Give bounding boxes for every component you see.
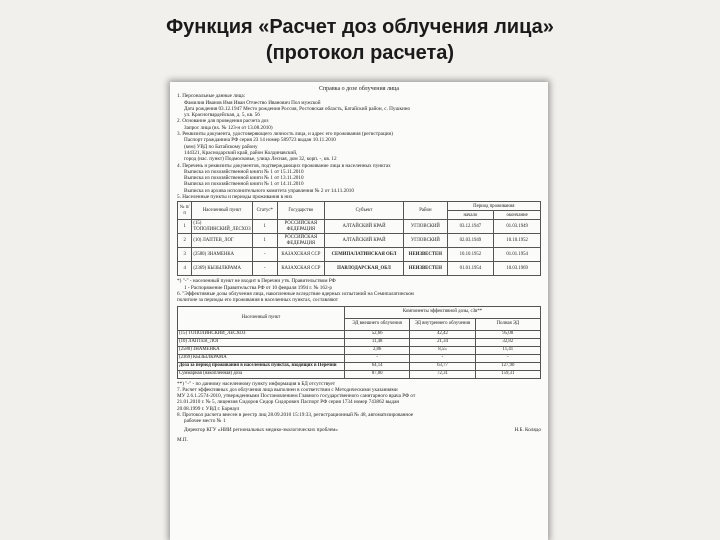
doc-line: 1. Персональные данные лица: (177, 93, 246, 100)
table-header: Район (404, 202, 447, 220)
table-row (178, 220, 541, 234)
table-cell: Суммарная (накопленная) доза (178, 370, 345, 378)
table-cell: (15) ТОПОЛИНСКИЙ_ЛЕСХОЗ (178, 330, 345, 338)
table-cell: РОССИЙСКАЯ ФЕДЕРАЦИЯ (277, 234, 324, 248)
table-cell: 95,08 (475, 330, 540, 338)
table-row (178, 370, 541, 378)
signature-role: Директор КГУ «НИИ региональных медико-экологических проблем» (184, 426, 338, 433)
table-cell: 10.10.1952 (447, 248, 494, 262)
doc-line: 7. Расчет эффективных доз облучения лица выполнен в соответствии с Методическими указаниями (177, 386, 398, 393)
table-subheader: ЭД внешнего облучения (344, 318, 409, 330)
table-header: Статус* (252, 202, 277, 220)
table-cell: (15) ТОПОЛИНСКИЙ_ЛЕСХОЗ (193, 221, 251, 232)
table-cell: 64,14 (344, 362, 409, 370)
doc-line: *) "-" - населенный пункт не входит в Перечни утв. Правительством РФ (177, 278, 336, 285)
table-cell: 159,31 (475, 370, 540, 378)
table-cell: (2369) КЫЗЫЛКРАМА (192, 262, 252, 276)
slide-title-line2: (протокол расчета) (265, 42, 455, 64)
dose-table (177, 306, 541, 379)
doc-line: 2. Основание для проведения расчета доз (177, 118, 269, 125)
table-cell: 01.01.1954 (447, 262, 494, 276)
table-cell: 127,90 (475, 362, 540, 370)
doc-line: ул. Красногвардейская, д. 5, кв. 56 (184, 112, 260, 119)
doc-line: МУ 2.6.1.2574-2010, утвержденными Постановлением Главного государственного санитарного врача РФ от (177, 393, 416, 400)
table-cell: 3 (178, 248, 192, 262)
table-cell: - (344, 354, 409, 362)
table-cell: (10) ЛАПТЕВ_ЛОГ (178, 338, 345, 346)
table-cell: 10.10.1952 (494, 234, 541, 248)
doc-line: Выписка из похозяйственной книги № 1 от 14.11.2010 (184, 181, 304, 188)
table-cell: КАЗАХСКАЯ ССР (277, 248, 324, 262)
table-cell: - (252, 262, 277, 276)
table-header: Населенный пункт (178, 306, 345, 330)
doc-line: 5. Населенные пункты и периоды проживания в них (177, 194, 293, 201)
doc-line: 144321, Краснодарский край, район Колдинавский, (184, 149, 298, 156)
document-heading: Справка о дозе облучения лица (318, 86, 400, 92)
signature-name: Н.Б. Колядо (514, 426, 541, 433)
table-cell: 03.12.1947 (447, 220, 494, 234)
table-cell: НЕИЗВЕСТЕН (404, 248, 447, 262)
doc-line: рабочее место № 1 (184, 418, 226, 425)
table-cell: НЕИЗВЕСТЕН (404, 262, 447, 276)
table-subheader: Полная ЭД (475, 318, 540, 330)
table-cell: 01.03.1949 (494, 220, 541, 234)
table-header: Государство (277, 202, 324, 220)
table-cell: 1 (178, 220, 192, 234)
table-cell: 4 (178, 262, 192, 276)
table-cell: АЛТАЙСКИЙ КРАЙ (324, 234, 403, 248)
table-row (178, 362, 541, 370)
table-cell: - (410, 354, 475, 362)
residence-table (177, 201, 541, 276)
table-row (178, 330, 541, 338)
table-cell: 72,31 (410, 370, 475, 378)
table-cell: - (475, 354, 540, 362)
table-header: № п/п (178, 202, 192, 220)
table-row (178, 234, 541, 248)
slide-title (0, 14, 720, 66)
doc-line: Выписка из архива исполнительного комитета управления № 2 от 14.11.2010 (184, 187, 354, 194)
doc-line: 21.01.2010 г. № 5, лицензия Сидоров Сидор Сидорович Паспорт РФ серия 1734 номер 743862 выдан (177, 399, 400, 406)
table-cell: 2,86 (344, 346, 409, 354)
table-row (178, 354, 541, 362)
table-cell: 8,55 (410, 346, 475, 354)
table-cell: РОССИЙСКАЯ ФЕДЕРАЦИЯ (277, 220, 324, 234)
table-row (178, 262, 541, 276)
table-cell: 63,77 (410, 362, 475, 370)
table-cell: 87,00 (344, 370, 409, 378)
table-cell: 52,66 (344, 330, 409, 338)
doc-line: Выписка из похозяйственной книги № 1 от 15.11.2010 (184, 168, 304, 175)
doc-line: город (нас. пункт) Подмосковье, улица Лесная, дом 32, корп. -, кв. 12 (184, 156, 337, 163)
table-cell: 11,41 (475, 346, 540, 354)
table-row (178, 338, 541, 346)
doc-line: полигоне за периоды его проживания в населенных пунктах, составляют (177, 297, 339, 304)
doc-line: 4. Перечень и реквизиты документов, подтверждающих проживание лица в населенных пунктах (177, 162, 391, 169)
doc-line: Дата рождения 03.12.1947 Место рождения Россия, Ростовская область, Батайский район, с. Пушкино (184, 105, 411, 112)
table-subheader: окончание (494, 211, 541, 220)
table-cell: 2 (178, 234, 192, 248)
table-cell: (2580) ЗНАМЕНКА (178, 346, 345, 354)
table-header: Компоненты эффективной дозы, сЗв** (344, 306, 540, 318)
table-cell: 11,48 (344, 338, 409, 346)
table-subheader: ЭД внутреннего облучения (410, 318, 475, 330)
table-cell: 02.03.1949 (447, 234, 494, 248)
table-cell: 01.01.1954 (494, 248, 541, 262)
protocol-document (170, 82, 548, 540)
table-subheader: начало (447, 211, 494, 220)
doc-line: 6. "Эффективные дозы облучения лица, накопленные вследствие ядерных испытаний на Семипалатинском (177, 290, 414, 297)
doc-line: 1 - Распоряжение Правительства РФ от 10 февраля 1994 г. № 162-р (184, 284, 332, 291)
table-cell: Доза за период проживания в населенных пунктах, входящих в Перечни (178, 362, 345, 370)
table-cell: ПАВЛОДАРСКАЯ_ОБЛ (324, 262, 403, 276)
table-cell: 21,34 (410, 338, 475, 346)
doc-line: (кем) УВД по Батайскому району (184, 143, 258, 150)
doc-line: 3. Реквизиты документа, удостоверяющего личность лица, и адрес его проживания (регистрации) (177, 131, 394, 138)
table-cell: СЕМИПАЛАТИНСКАЯ ОБЛ (324, 248, 403, 262)
doc-line: Выписка из похозяйственной книги № 1 от 13.11.2010 (184, 175, 304, 182)
table-cell: (10) ЛАПТЕВ_ЛОГ (192, 234, 252, 248)
doc-line: **) "-" - по данному населенному пункту информация в БД отсутствует (177, 380, 335, 387)
doc-line: 20.08.1999 г. УВД г. Барнаул (177, 405, 240, 412)
table-cell: УГЛОВСКИЙ (404, 234, 447, 248)
table-cell: 10.03.1969 (494, 262, 541, 276)
table-cell: КАЗАХСКАЯ ССР (277, 262, 324, 276)
slide-title-line1: Функция «Расчет доз облучения лица» (166, 16, 554, 38)
table-header: Период проживания (447, 202, 540, 211)
table-header: Населенный пункт (192, 202, 252, 220)
table-header: Субъект (324, 202, 403, 220)
doc-line: 8. Протокол расчета внесен в реестр лиц 28.09.2010 15:19:33, регистрационный № 48, автоматизированное (177, 412, 414, 419)
table-cell: (2580) ЗНАМЕНКА (192, 248, 252, 262)
table-cell: АЛТАЙСКИЙ КРАЙ (324, 220, 403, 234)
table-cell: УГЛОВСКИЙ (404, 220, 447, 234)
table-cell: (2369) КЫЗЫЛКРАМА (178, 354, 345, 362)
signature-block (177, 427, 541, 433)
doc-line: Запрос лица (вх. № 123-н от 13.08.2010) (184, 124, 273, 131)
table-cell: - (252, 248, 277, 262)
doc-line: Фамилия Иванов Имя Иван Отчество Иванович Пол мужской (184, 99, 321, 106)
table-cell: 1 (252, 234, 277, 248)
table-cell: 42,42 (410, 330, 475, 338)
stamp-label: М.П. (177, 436, 188, 443)
table-row (178, 248, 541, 262)
table-cell: 32,82 (475, 338, 540, 346)
table-row (178, 346, 541, 354)
doc-line: Паспорт гражданина РФ серия 23 14 номер 589723 выдан 10.11.2010 (184, 137, 336, 144)
table-cell: 1 (252, 220, 277, 234)
